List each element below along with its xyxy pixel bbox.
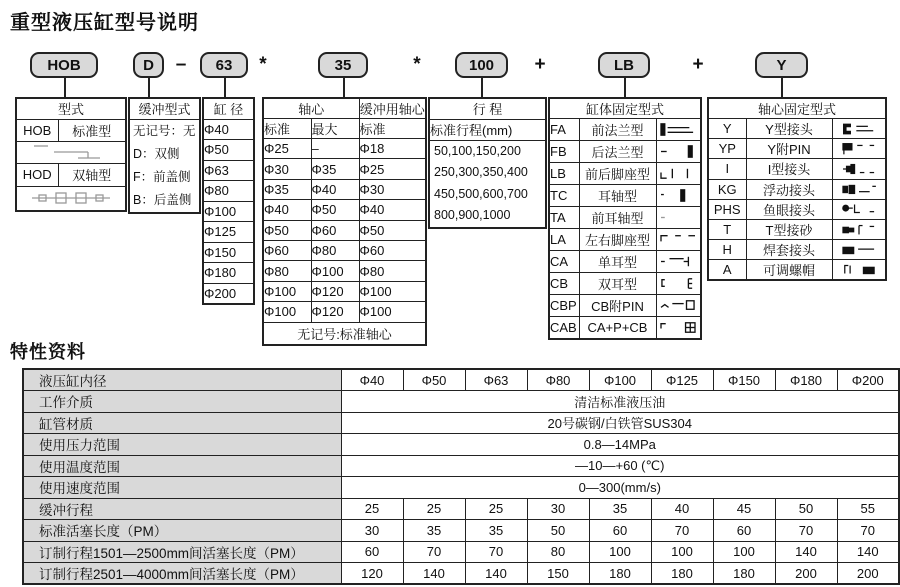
- front-flange-icon: [656, 119, 701, 141]
- shaft-value: Φ18: [359, 139, 426, 159]
- connector-line: [224, 78, 226, 97]
- shaft-value: Φ80: [311, 240, 359, 260]
- shaft-value: Φ35: [263, 179, 311, 199]
- stroke-table-body: [429, 140, 546, 228]
- trunnion-icon: [656, 185, 701, 207]
- bore-value: Φ125: [203, 222, 254, 243]
- body-mount-label: 耳轴型: [579, 185, 656, 207]
- model-box-y: Y: [755, 52, 808, 78]
- spec-cell: 200: [837, 563, 899, 585]
- shaft-value: Φ30: [263, 159, 311, 179]
- single-clevis-icon: [656, 251, 701, 273]
- shaft-value: Φ100: [359, 281, 426, 301]
- spec-cell: 25: [465, 498, 527, 520]
- rod-mount-label: I型接头: [746, 159, 832, 179]
- model-separator: +: [534, 54, 546, 75]
- shaft-value: Φ80: [359, 261, 426, 281]
- shaft-value: Φ100: [359, 302, 426, 322]
- connector-line: [343, 78, 345, 97]
- spec-row-label: 液压缸内径: [23, 369, 341, 391]
- bore-table-header: 缸 径: [203, 98, 254, 119]
- type-code: HOD: [16, 163, 58, 186]
- standard-cylinder-diagram: [16, 141, 126, 163]
- connector-line: [64, 78, 66, 97]
- y-pin-icon: [832, 139, 886, 159]
- body-mount-label: CB附PIN: [579, 295, 656, 317]
- rod-mount-code: H: [708, 240, 746, 260]
- adjustable-nut-icon: [832, 260, 886, 281]
- type-code: HOB: [16, 119, 58, 141]
- model-separator: *: [259, 54, 267, 75]
- body-mount-label: 前后脚座型: [579, 163, 656, 185]
- body-mount-label: 左右脚座型: [579, 229, 656, 251]
- model-separator: +: [692, 54, 704, 75]
- spec-cell: Φ63: [465, 369, 527, 391]
- spec-cell: 150: [527, 563, 589, 585]
- spec-cell: 180: [713, 563, 775, 585]
- spec-section-title: 特性资料: [10, 342, 86, 362]
- shaft-value: Φ120: [311, 281, 359, 301]
- shaft-value: Φ60: [263, 240, 311, 260]
- spec-cell: Φ150: [713, 369, 775, 391]
- page-title: 重型液压缸型号说明: [10, 12, 199, 34]
- spec-cell: 80: [527, 541, 589, 563]
- body-mount-label: 前法兰型: [579, 119, 656, 141]
- spec-row-label: 缓冲行程: [23, 498, 341, 520]
- rod-mount-label: T型接砂: [746, 219, 832, 239]
- model-box-hob: HOB: [30, 52, 98, 78]
- spec-cell: Φ125: [651, 369, 713, 391]
- rod-mount-label: Y型接头: [746, 119, 832, 139]
- spec-cell: 50: [527, 520, 589, 542]
- spec-cell: 180: [651, 563, 713, 585]
- rod-mount-code: I: [708, 159, 746, 179]
- shaft-value: Φ40: [263, 200, 311, 220]
- model-box-35: 35: [318, 52, 368, 78]
- spec-cell: 60: [713, 520, 775, 542]
- spec-span-cell: 0—300(mm/s): [341, 477, 899, 499]
- rod-mount-code: A: [708, 260, 746, 281]
- shaft-group-header: 轴心: [263, 98, 359, 119]
- shaft-value: Φ80: [263, 261, 311, 281]
- body-mount-code: FB: [549, 141, 579, 163]
- spec-row-label: 使用压力范围: [23, 434, 341, 456]
- spec-span-cell: 清洁标准液压油: [341, 391, 899, 413]
- model-box-lb: LB: [598, 52, 650, 78]
- shaft-table: [262, 97, 427, 346]
- shaft-value: Φ30: [359, 179, 426, 199]
- spec-cell: 50: [775, 498, 837, 520]
- front-trunnion-icon: [656, 207, 701, 229]
- connector-line: [624, 78, 626, 97]
- body-mount-code: CB: [549, 273, 579, 295]
- bore-value: Φ40: [203, 119, 254, 140]
- rod-mount-label: 可调螺帽: [746, 260, 832, 281]
- spec-cell: 45: [713, 498, 775, 520]
- model-box-100: 100: [455, 52, 508, 78]
- spec-cell: 100: [713, 541, 775, 563]
- body-mount-code: LA: [549, 229, 579, 251]
- rod-mount-label: 焊套接头: [746, 240, 832, 260]
- y-joint-icon: [832, 119, 886, 139]
- spec-row-label: 标准活塞长度（PM）: [23, 520, 341, 542]
- rod-mount-code: T: [708, 219, 746, 239]
- double-clevis-icon: [656, 273, 701, 295]
- bore-value: Φ180: [203, 263, 254, 284]
- connector-line: [148, 78, 150, 97]
- spec-cell: Φ40: [341, 369, 403, 391]
- spec-cell: 70: [837, 520, 899, 542]
- spec-cell: Φ200: [837, 369, 899, 391]
- shaft-value: Φ35: [311, 159, 359, 179]
- spec-row-label: 订制行程1501—2500mm间活塞长度（PM）: [23, 541, 341, 563]
- model-box-63: 63: [200, 52, 248, 78]
- spec-cell: 140: [403, 563, 465, 585]
- shaft-sub-header: 标准: [263, 119, 311, 139]
- rod-mount-table: [707, 97, 887, 281]
- bore-table: [202, 97, 255, 305]
- rod-mount-label: 鱼眼接头: [746, 199, 832, 219]
- shaft-sub-header: 最大: [311, 119, 359, 139]
- rod-mount-label: 浮动接头: [746, 179, 832, 199]
- spec-span-cell: 20号碳钢/白铁管SUS304: [341, 412, 899, 434]
- spec-cell: 35: [589, 498, 651, 520]
- body-mount-label: 前耳轴型: [579, 207, 656, 229]
- cushion-table-body: [129, 119, 200, 213]
- rod-mount-header: 轴心固定型式: [708, 98, 886, 119]
- bore-value: Φ100: [203, 201, 254, 222]
- spec-span-cell: 0.8—14MPa: [341, 434, 899, 456]
- body-mount-label: 双耳型: [579, 273, 656, 295]
- shaft-value: Φ50: [359, 220, 426, 240]
- stroke-range: 50,100,150,200: [434, 143, 521, 158]
- shaft-sub-header: 标准: [359, 119, 426, 139]
- spec-cell: 35: [465, 520, 527, 542]
- spec-cell: 140: [775, 541, 837, 563]
- shaft-value: Φ60: [311, 220, 359, 240]
- stroke-sub-header: 标准行程(mm): [429, 119, 546, 140]
- spec-cell: 70: [775, 520, 837, 542]
- type-label: 标准型: [58, 119, 126, 141]
- body-mount-label: 后法兰型: [579, 141, 656, 163]
- bore-value: Φ80: [203, 181, 254, 202]
- shaft-value: Φ25: [263, 139, 311, 159]
- welded-joint-icon: [832, 240, 886, 260]
- stroke-range: 250,300,350,400: [434, 165, 528, 179]
- shaft-value: Φ100: [263, 281, 311, 301]
- stroke-range: 450,500,600,700: [434, 186, 528, 201]
- shaft-table-footer: 无记号:标准轴心: [263, 322, 426, 345]
- body-mount-header: 缸体固定型式: [549, 98, 701, 119]
- spec-cell: 35: [403, 520, 465, 542]
- stroke-range: 800,900,1000: [434, 208, 511, 222]
- spec-cell: 70: [403, 541, 465, 563]
- i-joint-icon: [832, 159, 886, 179]
- spec-row-label: 使用温度范围: [23, 455, 341, 477]
- spec-cell: 25: [403, 498, 465, 520]
- rear-flange-icon: [656, 141, 701, 163]
- cushion-option: B：后盖侧: [133, 192, 192, 207]
- spec-cell: Φ50: [403, 369, 465, 391]
- body-mount-code: FA: [549, 119, 579, 141]
- spec-row-label: 工作介质: [23, 391, 341, 413]
- body-mount-code: TA: [549, 207, 579, 229]
- cushion-table-header: 缓冲型式: [129, 98, 200, 119]
- double-shaft-cylinder-diagram: [16, 186, 126, 211]
- spec-cell: 30: [527, 498, 589, 520]
- spec-cell: 180: [589, 563, 651, 585]
- shaft-value: Φ40: [311, 179, 359, 199]
- body-mount-code: CAB: [549, 317, 579, 339]
- rod-mount-label: Y附PIN: [746, 139, 832, 159]
- floating-joint-icon: [832, 179, 886, 199]
- t-joint-icon: [832, 219, 886, 239]
- spec-cell: 100: [589, 541, 651, 563]
- spec-cell: 200: [775, 563, 837, 585]
- cushion-option: 无记号：无: [133, 123, 196, 138]
- body-mount-label: CA+P+CB: [579, 317, 656, 339]
- bore-value: Φ200: [203, 283, 254, 304]
- spec-cell: 60: [589, 520, 651, 542]
- connector-line: [781, 78, 783, 97]
- body-mount-code: LB: [549, 163, 579, 185]
- connector-line: [481, 78, 483, 97]
- type-table-header: 型式: [16, 98, 126, 119]
- fisheye-joint-icon: [832, 199, 886, 219]
- rod-mount-code: KG: [708, 179, 746, 199]
- type-table: [15, 97, 127, 212]
- body-mount-code: CBP: [549, 295, 579, 317]
- stroke-table: [428, 97, 547, 229]
- spec-cell: Φ100: [589, 369, 651, 391]
- rod-mount-code: YP: [708, 139, 746, 159]
- bore-value: Φ150: [203, 242, 254, 263]
- rod-mount-code: Y: [708, 119, 746, 139]
- cushion-shaft-group-header: 缓冲用轴心: [359, 98, 426, 119]
- spec-row-label: 订制行程2501—4000mm间活塞长度（PM）: [23, 563, 341, 585]
- spec-cell: Φ80: [527, 369, 589, 391]
- clevis-pin-icon: [656, 295, 701, 317]
- shaft-value: Φ100: [311, 261, 359, 281]
- body-mount-code: TC: [549, 185, 579, 207]
- shaft-value: –: [311, 139, 359, 159]
- spec-cell: 55: [837, 498, 899, 520]
- spec-cell: 140: [465, 563, 527, 585]
- model-box-d: D: [133, 52, 164, 78]
- cushion-table: [128, 97, 201, 214]
- cushion-option: D：双侧: [133, 146, 180, 161]
- front-rear-foot-icon: [656, 163, 701, 185]
- bore-value: Φ50: [203, 140, 254, 161]
- spec-cell: 70: [651, 520, 713, 542]
- spec-span-cell: —10—+60 (℃): [341, 455, 899, 477]
- shaft-value: Φ50: [311, 200, 359, 220]
- stroke-table-header: 行 程: [429, 98, 546, 119]
- spec-cell: 120: [341, 563, 403, 585]
- model-separator: *: [413, 54, 421, 75]
- shaft-value: Φ120: [311, 302, 359, 322]
- spec-row-label: 使用速度范围: [23, 477, 341, 499]
- spec-cell: 140: [837, 541, 899, 563]
- spec-cell: 30: [341, 520, 403, 542]
- body-mount-table: [548, 97, 702, 340]
- spec-cell: 25: [341, 498, 403, 520]
- spec-cell: Φ180: [775, 369, 837, 391]
- cushion-option: F：前盖侧: [133, 169, 191, 184]
- side-foot-icon: [656, 229, 701, 251]
- shaft-value: Φ50: [263, 220, 311, 240]
- shaft-value: Φ60: [359, 240, 426, 260]
- shaft-value: Φ100: [263, 302, 311, 322]
- spec-row-label: 缸管材质: [23, 412, 341, 434]
- body-mount-code: CA: [549, 251, 579, 273]
- shaft-value: Φ25: [359, 159, 426, 179]
- ca-p-cb-icon: [656, 317, 701, 339]
- spec-table: [22, 368, 900, 585]
- spec-cell: 70: [465, 541, 527, 563]
- spec-cell: 100: [651, 541, 713, 563]
- type-label: 双轴型: [58, 163, 126, 186]
- spec-cell: 60: [341, 541, 403, 563]
- rod-mount-code: PHS: [708, 199, 746, 219]
- body-mount-label: 单耳型: [579, 251, 656, 273]
- bore-value: Φ63: [203, 160, 254, 181]
- model-separator: –: [175, 54, 187, 75]
- shaft-value: Φ40: [359, 200, 426, 220]
- spec-cell: 40: [651, 498, 713, 520]
